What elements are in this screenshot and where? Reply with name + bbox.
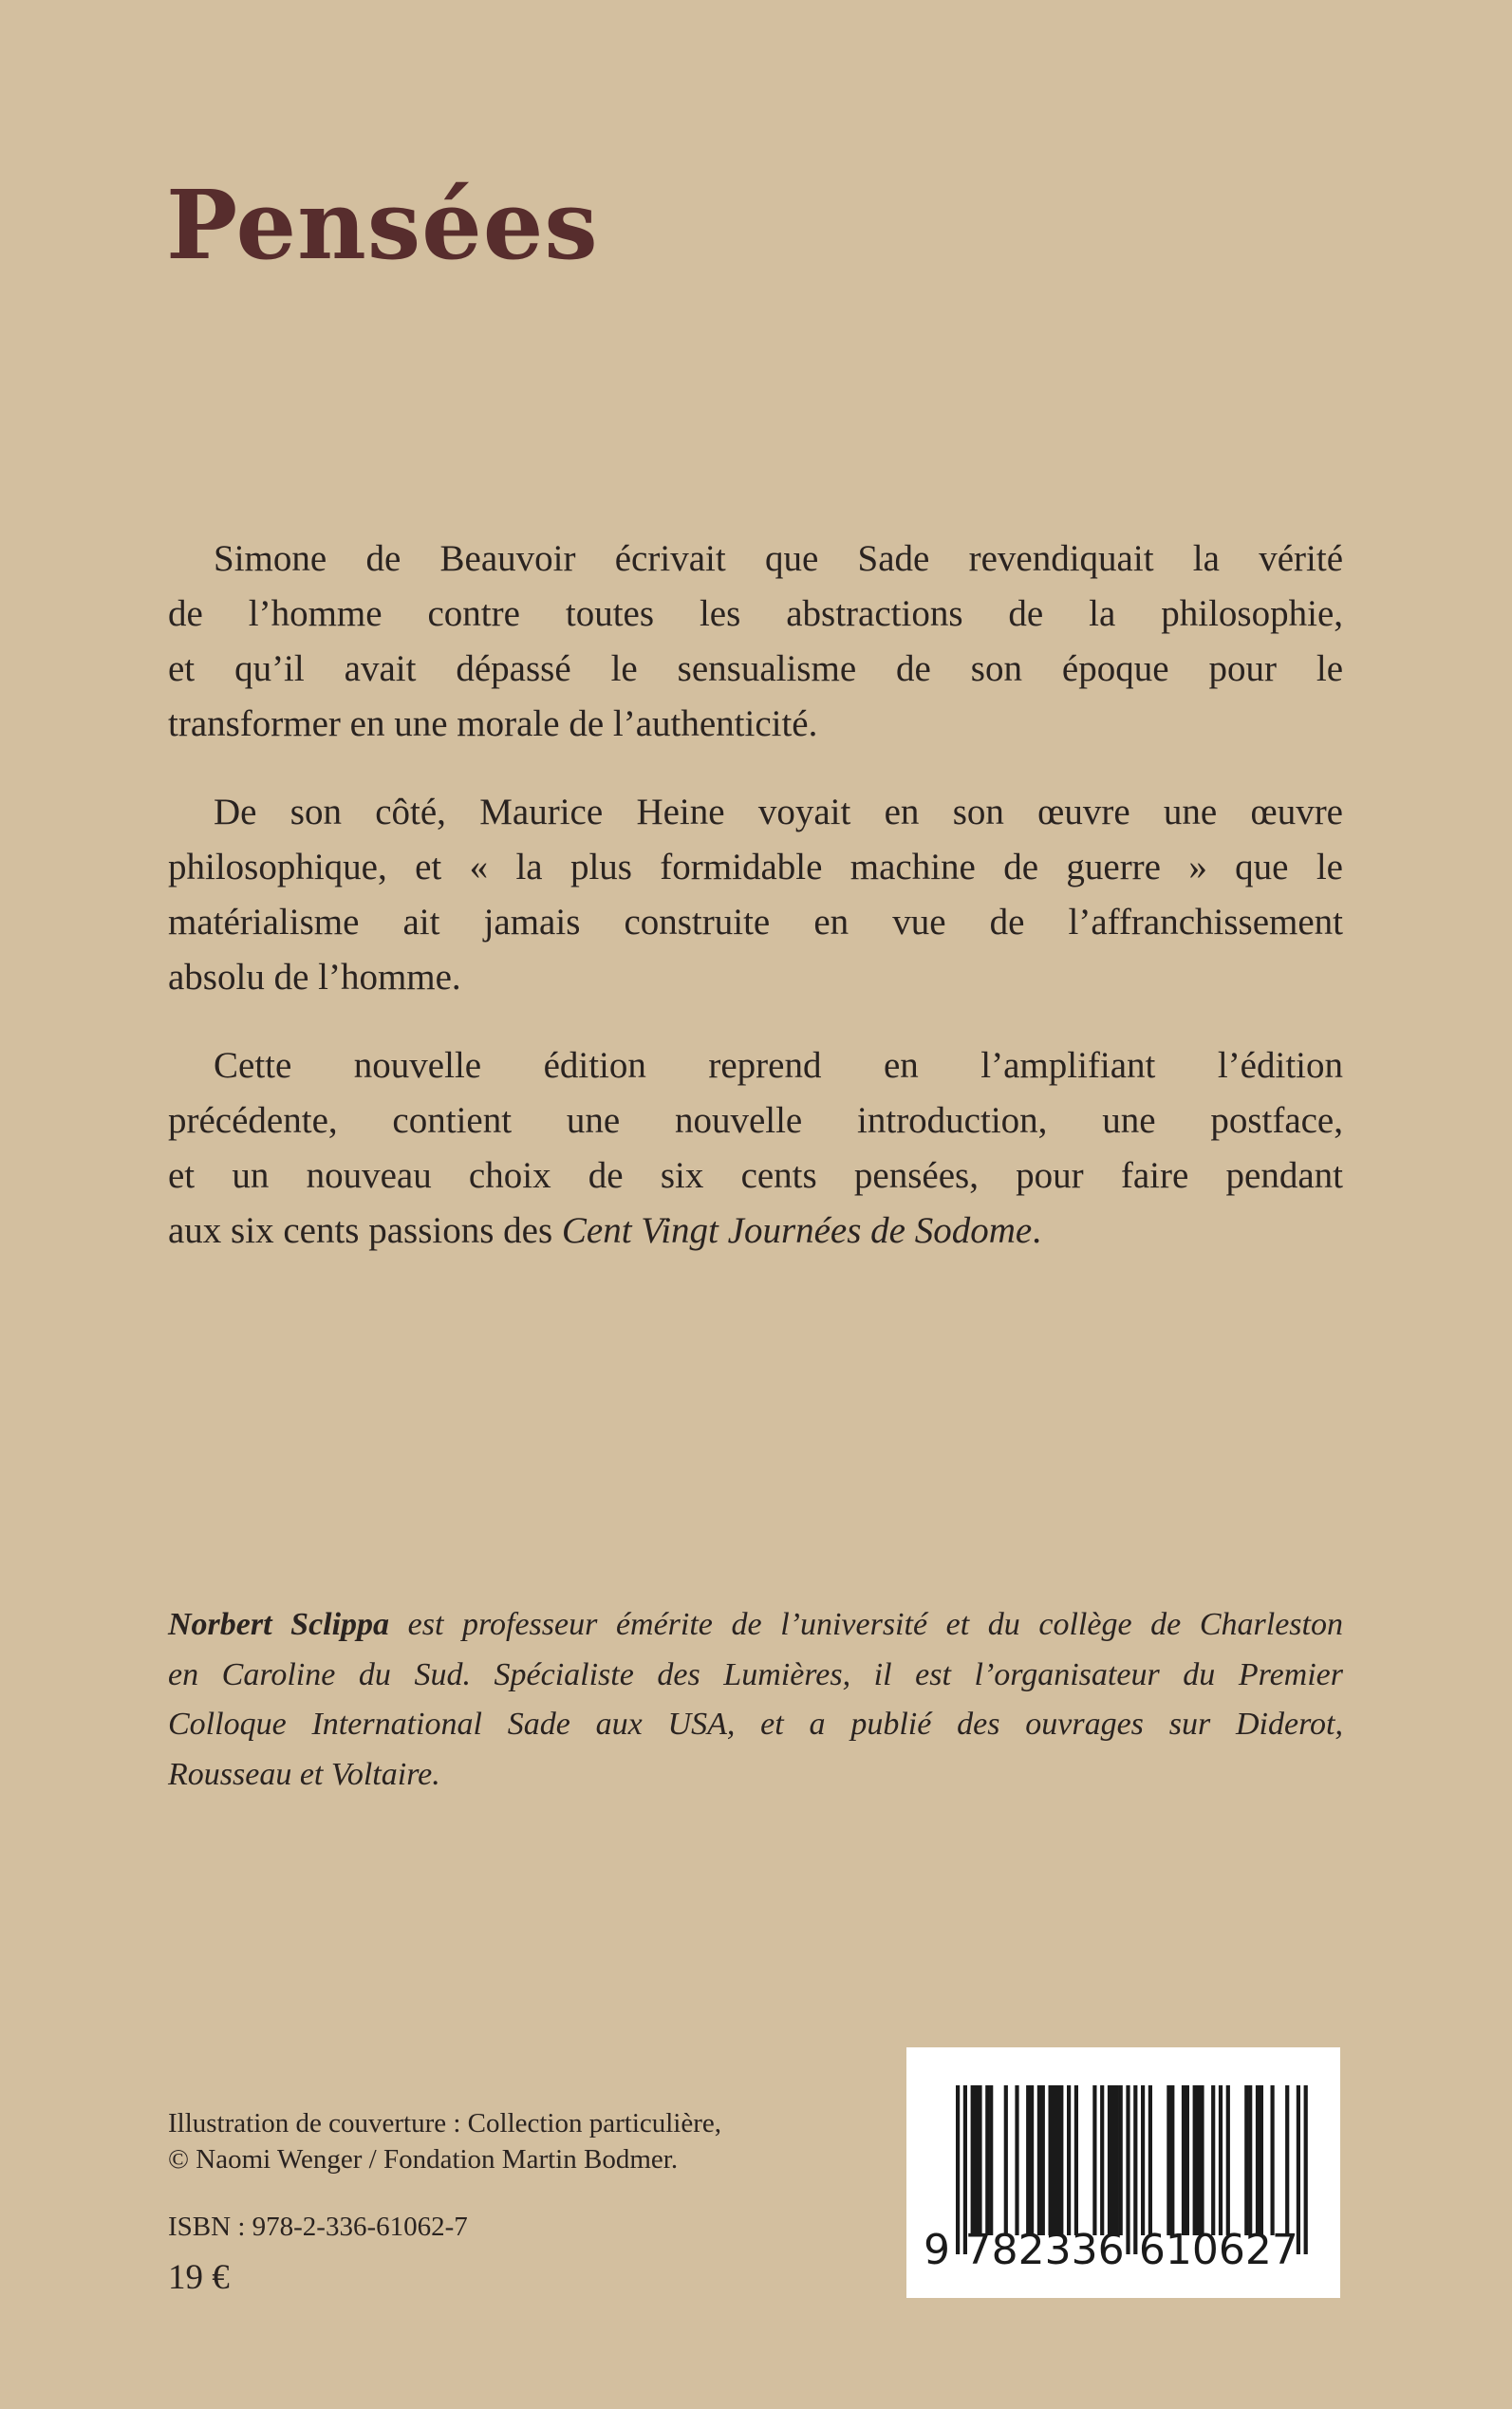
blurb-line: philosophique, et « la plus formidable machine de guerre » que le: [168, 847, 1343, 887]
bio-line: Colloque International Sade aux USA, et a publié des ouvrages sur Diderot,: [168, 1707, 1343, 1742]
barcode-bar: [985, 2085, 989, 2235]
barcode-bar: [1256, 2085, 1260, 2235]
credit-line: © Naomi Wenger / Fondation Martin Bodmer.: [168, 2144, 679, 2175]
barcode-bar: [1115, 2085, 1119, 2235]
barcode-bar: [1055, 2085, 1059, 2235]
barcode-bar: [1092, 2085, 1096, 2235]
barcode-bar: [1026, 2085, 1030, 2235]
isbn: ISBN : 978-2-336-61062-7: [168, 2212, 468, 2242]
barcode-bar: [1304, 2085, 1308, 2254]
barcode-bar: [1052, 2085, 1055, 2235]
barcode-bar: [1111, 2085, 1115, 2235]
barcode-bar: [971, 2085, 975, 2235]
barcode-bar: [1030, 2085, 1034, 2235]
barcode-bar: [1285, 2085, 1289, 2235]
barcode-bar: [1133, 2085, 1137, 2254]
barcode-digits: 782336: [964, 2226, 1125, 2274]
barcode-bar: [1041, 2085, 1045, 2235]
barcode-bar: [1049, 2085, 1053, 2235]
author-bio: [168, 1600, 1343, 1800]
blurb-line: et qu’il avait dépassé le sensualisme de son époque pour le: [168, 648, 1343, 689]
credit-line: Illustration de couverture : Collection particulière,: [168, 2108, 722, 2138]
barcode-bar: [1148, 2085, 1152, 2235]
barcode-bar: [1037, 2085, 1041, 2235]
barcode-bar: [1185, 2085, 1189, 2235]
blurb-text: .: [1032, 1210, 1041, 1251]
barcode-bar: [1167, 2085, 1170, 2235]
barcode-bar: [1119, 2085, 1123, 2235]
blurb-line: matérialisme ait jamais construite en vue de l’affranchissement: [168, 902, 1343, 943]
blurb-text: aux six cents passions des: [168, 1210, 562, 1251]
barcode-bar: [1219, 2085, 1223, 2235]
barcode-graphic: [906, 2047, 1340, 2298]
barcode-digits: 610627: [1138, 2226, 1298, 2274]
cover-credits: [168, 2105, 721, 2177]
barcode-bar: [1004, 2085, 1008, 2235]
barcode-bar: [1211, 2085, 1215, 2235]
blurb-paragraph-1: [168, 532, 1343, 752]
barcode-bar: [1015, 2085, 1018, 2235]
blurb-line: transformer en une morale de l’authenticité.: [168, 703, 818, 744]
bio-line: en Caroline du Sud. Spécialiste des Lumières, il est l’organisateur du Premier: [168, 1656, 1343, 1692]
barcode-bar: [1141, 2085, 1145, 2235]
barcode-bar: [1170, 2085, 1174, 2235]
barcode-bar: [1108, 2085, 1111, 2235]
barcode-bar: [975, 2085, 979, 2235]
blurb-line: Simone de Beauvoir écrivait que Sade revendiquait la vérité: [214, 538, 1343, 579]
barcode-bar: [1244, 2085, 1248, 2235]
blurb-line: précédente, contient une nouvelle introduction, une postface,: [168, 1100, 1343, 1141]
barcode-digits: 9: [924, 2226, 950, 2274]
bio-line: [168, 1600, 1343, 1651]
barcode-bar: [1059, 2085, 1063, 2235]
barcode-bar: [978, 2085, 981, 2235]
blurb-paragraph-2: [168, 785, 1343, 1005]
blurb-line: de l’homme contre toutes les abstractions de la philosophie,: [168, 593, 1343, 634]
barcode-bar: [1100, 2085, 1104, 2235]
blurb-line: et un nouveau choix de six cents pensées, pour faire pendant: [168, 1155, 1343, 1196]
blurb-line: De son côté, Maurice Heine voyait en son œuvre une œuvre: [214, 792, 1343, 832]
bio-line: Rousseau et Voltaire.: [168, 1756, 440, 1792]
author-name: Norbert Sclippa: [168, 1607, 390, 1642]
barcode-bar: [956, 2085, 960, 2254]
blurb-line: absolu de l’homme.: [168, 957, 461, 998]
barcode-bar: [1226, 2085, 1230, 2235]
barcode-bar: [989, 2085, 993, 2235]
price: 19 €: [168, 2258, 230, 2297]
barcode-bar: [1248, 2085, 1252, 2235]
barcode-bar: [1074, 2085, 1078, 2235]
book-title: Pensées: [166, 169, 599, 281]
barcode-bar: [1067, 2085, 1071, 2235]
book-reference: Cent Vingt Journées de Sodome: [561, 1210, 1033, 1251]
barcode-bar: [1260, 2085, 1263, 2235]
blurb-paragraph-3: [168, 1038, 1343, 1259]
barcode-bar: [1193, 2085, 1197, 2235]
barcode-bar: [1182, 2085, 1185, 2235]
blurb: [168, 532, 1343, 1292]
bio-text: est professeur émérite de l’université et du collège de Charleston: [389, 1607, 1343, 1642]
blurb-line: Cette nouvelle édition reprend en l’amplifiant l’édition: [214, 1045, 1343, 1086]
barcode-bar: [1197, 2085, 1201, 2235]
barcode-bar: [1271, 2085, 1275, 2235]
barcode-bar: [1126, 2085, 1129, 2254]
barcode-bar: [1200, 2085, 1204, 2235]
blurb-line: [168, 1204, 1343, 1259]
barcode: [906, 2047, 1340, 2298]
